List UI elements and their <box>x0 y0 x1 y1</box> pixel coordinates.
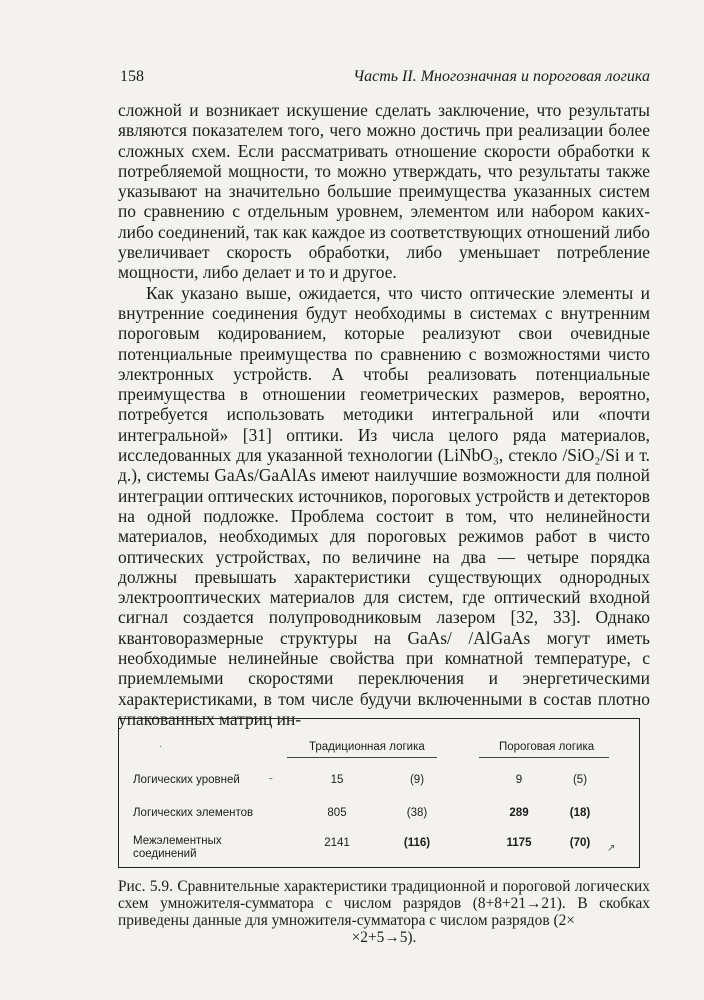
paragraph-2: Как указано выше, ожидается, что чисто оптические элементы и внутренние соединения будут необходимы в системах с внутренним пороговым кодированием, которые реализуют свои очевидные потенциальные преимущества по сравнению с возможностями чисто электронных устройств. А чтобы реализовать потенциальные преимущества в отношении геометрических размеров, вероятно, потребуется использовать методики интегральной или «почти интегральной» [31] оптики. Из числа целого ряда материалов, исследованных для указанной технологии (LiNbO₃, стекло /SiO₂/Si и т. д.), системы GaAs/GaAlAs имеют наилучшие возможности для полной интеграции оптических источников, пороговых устройств и детекторов на одной подложке. Проблема состоит в том, что нелинейности материалов, необходимых для пороговых режимов работ в чисто оптических устройствах, по величине на два — четыре порядка должны превышать характеристики существующих однородных электрооптических материалов для систем, где оптический входной сигнал создается полупроводниковым лазером [32, 33]. Однако квантоворазмерные структуры на GaAs/ /AlGaAs могут иметь необходимые нелинейные свойства при комнатной температуре, с приемлемыми скоростями переключения и энергетическими характеристиками, в том числе будучи включенными в состав плотно упакованных матриц ин- <box>118 282 650 729</box>
scan-scribble-mark: ˜ <box>269 777 273 788</box>
page-number: 158 <box>120 68 144 85</box>
cell-connections-thr-bracket: (70) <box>569 837 591 849</box>
cell-connections-trad: 2141 <box>324 837 350 849</box>
page-header <box>120 68 650 86</box>
group-underline-traditional <box>287 757 437 758</box>
group-header-traditional: Традиционная логика <box>309 741 425 753</box>
scan-dot-mark: · <box>159 741 163 752</box>
caption-text-end: ×2+5→5). <box>351 929 417 946</box>
row-label-levels: Логических уровней <box>133 774 240 786</box>
row-label-elements: Логических элементов <box>133 807 254 819</box>
paragraph-1: сложной и возникает искушение сделать заключение, что результаты являются показателем того, чего можно достичь при реализации более сложных схем. Если рассматривать отношение скорости обработки к потребляемой мощности, то можно утверждать, что результаты также указывают на значительно большие преимущества указанных систем по сравнению с отдельным уровнем, элементом или набором каких-либо соединений, так как каждое из соответствующих отношений либо увеличивает скорость обработки, либо уменьшает потребление мощности, либо делает и то и другое. <box>118 100 650 283</box>
cell-elements-thr-bracket: (18) <box>569 807 591 819</box>
cell-levels-trad: 15 <box>330 774 344 786</box>
cell-elements-thr: 289 <box>509 807 529 819</box>
comparison-table <box>118 718 640 868</box>
caption-label: Рис. 5.9. <box>118 878 173 895</box>
cell-levels-thr-bracket: (5) <box>572 774 588 786</box>
cell-connections-trad-bracket: (116) <box>403 837 431 849</box>
cell-connections-thr: 1175 <box>506 837 532 849</box>
scan-arrow-mark: ↗ <box>607 843 616 854</box>
cell-levels-thr: 9 <box>515 774 523 786</box>
cell-levels-trad-bracket: (9) <box>409 774 425 786</box>
group-underline-threshold <box>479 757 609 758</box>
chapter-title: Часть II. Многозначная и пороговая логика <box>353 68 650 85</box>
cell-elements-trad-bracket: (38) <box>406 807 428 819</box>
caption-text: Сравнительные характеристики традиционной и пороговой логических схем умножителя-сумматора с числом разрядов (8+8+21→21). В скобках приведены данные для умножителя-сумматора с числом разрядов (2× <box>118 878 650 929</box>
group-header-threshold: Пороговая логика <box>499 741 595 753</box>
figure-caption <box>118 878 650 946</box>
row-label-connections: Межэлементных соединений <box>133 835 222 860</box>
cell-elements-trad: 805 <box>327 807 347 819</box>
body-text <box>118 100 650 729</box>
